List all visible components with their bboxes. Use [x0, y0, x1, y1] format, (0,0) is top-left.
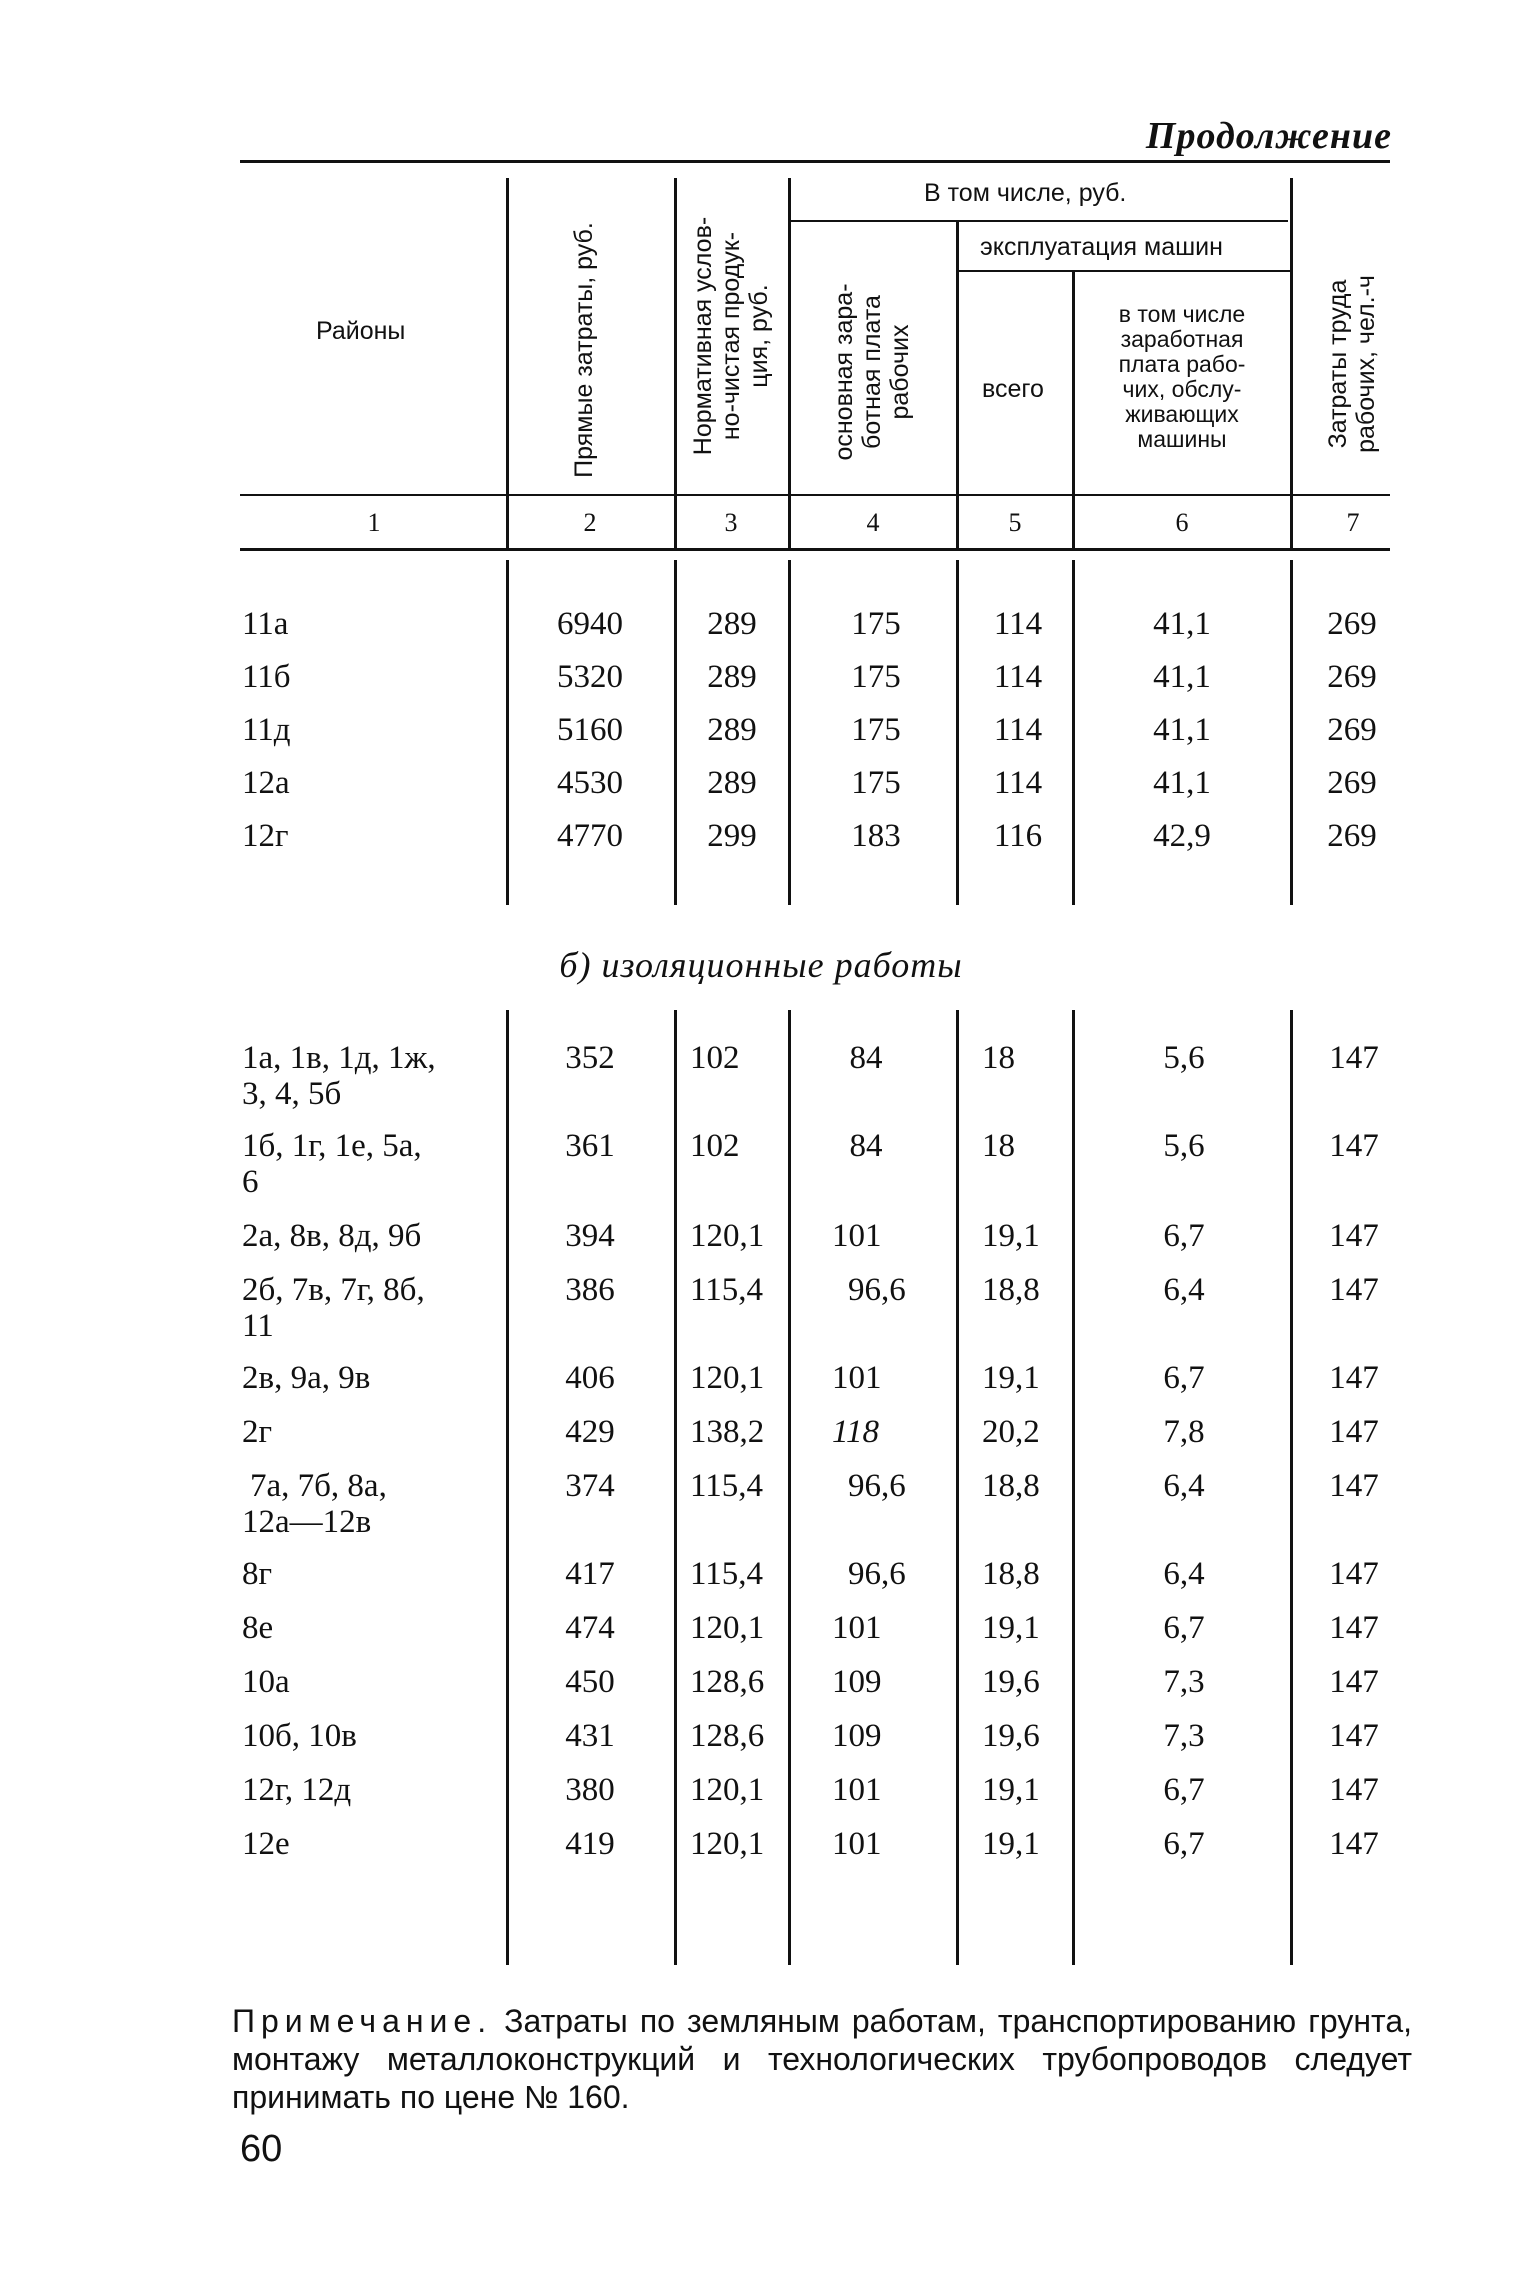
normative-cell: 120,1 — [690, 1610, 765, 1646]
body-b-vline-2 — [674, 1010, 677, 1965]
including-rule — [790, 220, 1288, 222]
base-wage-cell: 101 — [832, 1360, 882, 1396]
normative-cell: 115,4 — [690, 1272, 764, 1308]
base-wage-cell: 101 — [832, 1218, 882, 1254]
labor-cell: 147 — [1329, 1128, 1379, 1164]
body-b-vline-3 — [788, 1010, 791, 1965]
base-wage-cell: 84 — [849, 1040, 883, 1076]
col-number-2: 2 — [583, 508, 597, 537]
body-a-vline-1 — [506, 560, 509, 905]
normative-cell: 289 — [707, 712, 757, 748]
rayon-cell: 11б — [242, 659, 291, 695]
rayon-cell: 12г — [242, 818, 289, 854]
base-wage-cell: 175 — [851, 765, 901, 801]
header-bottom-rule — [240, 494, 1390, 496]
body-b-vline-6 — [1290, 1010, 1293, 1965]
rayon-cell: 2а, 8в, 8д, 9б — [242, 1218, 422, 1254]
machines-total-cell: 19,1 — [982, 1610, 1040, 1646]
body-a-vline-2 — [674, 560, 677, 905]
machines-wage-cell: 41,1 — [1153, 659, 1211, 695]
labor-cell: 147 — [1329, 1556, 1379, 1592]
machines-total-cell: 114 — [993, 606, 1043, 642]
normative-cell: 120,1 — [690, 1360, 765, 1396]
machines-total-cell: 19,1 — [982, 1772, 1040, 1808]
header-including: В том числе, руб. — [924, 179, 1127, 207]
header-vline-2 — [674, 178, 677, 550]
rayon-cell: 12е — [242, 1826, 290, 1862]
header-base-wage: основная зара- ботная плата рабочих — [830, 283, 914, 461]
table-top-rule — [240, 160, 1390, 163]
direct-cost-cell: 6940 — [557, 606, 623, 642]
base-wage-cell: 109 — [832, 1718, 882, 1754]
base-wage-cell: 101 — [832, 1826, 882, 1862]
machines-total-cell: 116 — [993, 818, 1043, 854]
base-wage-cell: 175 — [851, 606, 901, 642]
machines-total-cell: 18,8 — [982, 1556, 1040, 1592]
labor-cell: 147 — [1329, 1718, 1379, 1754]
body-b-vline-5 — [1072, 1010, 1075, 1965]
labor-cell: 269 — [1327, 765, 1377, 801]
base-wage-cell: 96,6 — [848, 1556, 906, 1592]
base-wage-cell: 109 — [832, 1664, 882, 1700]
base-wage-cell: 183 — [851, 818, 901, 854]
direct-cost-cell: 406 — [565, 1360, 615, 1396]
rayon-cell: 2г — [242, 1414, 273, 1450]
labor-cell: 147 — [1329, 1360, 1379, 1396]
machines-wage-cell: 6,7 — [1163, 1772, 1205, 1808]
machines-wage-cell: 42,9 — [1153, 818, 1211, 854]
header-direct-costs: Прямые затраты, руб. — [570, 222, 598, 478]
base-wage-cell: 96,6 — [848, 1468, 906, 1504]
machines-total-cell: 20,2 — [982, 1414, 1040, 1450]
normative-cell: 120,1 — [690, 1826, 765, 1862]
machines-total-cell: 19,6 — [982, 1718, 1040, 1754]
footnote-lead: Примечание. — [232, 2003, 493, 2039]
machines-wage-cell: 7,3 — [1163, 1664, 1205, 1700]
header-vline-4 — [956, 222, 959, 550]
machines-wage-cell: 6,4 — [1163, 1468, 1205, 1504]
machines-wage-cell: 6,4 — [1163, 1272, 1205, 1308]
rayon-cell: 1а, 1в, 1д, 1ж, 3, 4, 5б — [242, 1040, 436, 1112]
machines-total-cell: 19,1 — [982, 1218, 1040, 1254]
footnote-text: Затраты по земляным работам, транспортированию грунта, монтажу металлоконструкций и технологических трубопроводов следует принимать по цене № 160. — [232, 2003, 1413, 2115]
header-rayony: Районы — [316, 317, 406, 345]
normative-cell: 102 — [690, 1040, 740, 1076]
machines-wage-cell: 5,6 — [1163, 1128, 1205, 1164]
col-number-4: 4 — [866, 508, 880, 537]
header-vline-6 — [1290, 178, 1293, 550]
machines-wage-cell: 41,1 — [1153, 765, 1211, 801]
direct-cost-cell: 417 — [565, 1556, 615, 1592]
labor-cell: 147 — [1329, 1468, 1379, 1504]
machines-total-cell: 18,8 — [982, 1272, 1040, 1308]
machines-total-cell: 18 — [982, 1128, 1015, 1164]
machines-total-cell: 19,1 — [982, 1826, 1040, 1862]
machines-wage-cell: 7,3 — [1163, 1718, 1205, 1754]
machines-total-cell: 18 — [982, 1040, 1015, 1076]
rayon-cell: 8г — [242, 1556, 273, 1592]
direct-cost-cell: 361 — [565, 1128, 615, 1164]
normative-cell: 120,1 — [690, 1218, 765, 1254]
machines-wage-cell: 41,1 — [1153, 712, 1211, 748]
labor-cell: 147 — [1329, 1040, 1379, 1076]
direct-cost-cell: 4770 — [557, 818, 623, 854]
direct-cost-cell: 386 — [565, 1272, 615, 1308]
rayon-cell: 1б, 1г, 1е, 5а, 6 — [242, 1128, 422, 1200]
header-incl-wage: в том числе заработная плата рабо- чих, обслу- живающих машины — [1118, 301, 1246, 452]
rayon-cell: 7а, 7б, 8а, 12а—12в — [242, 1468, 387, 1540]
machines-wage-cell: 6,7 — [1163, 1360, 1205, 1396]
normative-cell: 289 — [707, 765, 757, 801]
rayon-cell: 2б, 7в, 7г, 8б, 11 — [242, 1272, 425, 1344]
header-vline-1 — [506, 178, 509, 550]
normative-cell: 138,2 — [690, 1414, 765, 1450]
base-wage-cell: 101 — [832, 1610, 882, 1646]
col-number-7: 7 — [1346, 508, 1360, 537]
machines-total-cell: 19,6 — [982, 1664, 1040, 1700]
base-wage-cell: 118 — [832, 1414, 880, 1450]
rayon-cell: 8е — [242, 1610, 274, 1646]
normative-cell: 128,6 — [690, 1718, 765, 1754]
labor-cell: 269 — [1327, 712, 1377, 748]
direct-cost-cell: 4530 — [557, 765, 623, 801]
base-wage-cell: 96,6 — [848, 1272, 906, 1308]
normative-cell: 289 — [707, 606, 757, 642]
machines-total-cell: 114 — [993, 712, 1043, 748]
labor-cell: 147 — [1329, 1218, 1379, 1254]
base-wage-cell: 175 — [851, 712, 901, 748]
col-number-3: 3 — [724, 508, 738, 537]
col-number-1: 1 — [367, 508, 381, 537]
direct-cost-cell: 450 — [565, 1664, 615, 1700]
rayon-cell: 11д — [242, 712, 291, 748]
direct-cost-cell: 5320 — [557, 659, 623, 695]
direct-cost-cell: 374 — [565, 1468, 615, 1504]
direct-cost-cell: 429 — [565, 1414, 615, 1450]
labor-cell: 269 — [1327, 659, 1377, 695]
rayon-cell: 10б, 10в — [242, 1718, 357, 1754]
body-a-vline-4 — [956, 560, 959, 905]
labor-cell: 147 — [1329, 1272, 1379, 1308]
direct-cost-cell: 474 — [565, 1610, 615, 1646]
labor-cell: 147 — [1329, 1772, 1379, 1808]
labor-cell: 147 — [1329, 1414, 1379, 1450]
header-vline-3 — [788, 178, 791, 550]
normative-cell: 289 — [707, 659, 757, 695]
col-numbers-bottom-rule — [240, 548, 1390, 551]
body-a-vline-5 — [1072, 560, 1075, 905]
machines-wage-cell: 6,7 — [1163, 1218, 1205, 1254]
direct-cost-cell: 419 — [565, 1826, 615, 1862]
body-b-vline-4 — [956, 1010, 959, 1965]
normative-cell: 115,4 — [690, 1468, 764, 1504]
machines-wage-cell: 5,6 — [1163, 1040, 1205, 1076]
machines-wage-cell: 7,8 — [1163, 1414, 1205, 1450]
labor-cell: 147 — [1329, 1610, 1379, 1646]
footnote — [232, 2002, 1412, 2116]
rayon-cell: 11а — [242, 606, 289, 642]
base-wage-cell: 84 — [849, 1128, 883, 1164]
labor-cell: 147 — [1329, 1664, 1379, 1700]
machines-rule — [958, 270, 1290, 272]
normative-cell: 120,1 — [690, 1772, 765, 1808]
machines-wage-cell: 6,7 — [1163, 1826, 1205, 1862]
section-b-title: б) изоляционные работы — [559, 945, 963, 985]
col-number-5: 5 — [1008, 508, 1022, 537]
normative-cell: 115,4 — [690, 1556, 764, 1592]
header-machines: эксплуатация машин — [980, 233, 1223, 261]
body-a-vline-6 — [1290, 560, 1293, 905]
base-wage-cell: 175 — [851, 659, 901, 695]
machines-total-cell: 114 — [993, 765, 1043, 801]
machines-total-cell: 18,8 — [982, 1468, 1040, 1504]
machines-wage-cell: 6,7 — [1163, 1610, 1205, 1646]
normative-cell: 128,6 — [690, 1664, 765, 1700]
rayon-cell: 12а — [242, 765, 290, 801]
machines-total-cell: 114 — [993, 659, 1043, 695]
direct-cost-cell: 352 — [565, 1040, 615, 1076]
header-vline-5 — [1072, 272, 1075, 550]
direct-cost-cell: 5160 — [557, 712, 623, 748]
header-labor: Затраты труда рабочих, чел.-ч — [1324, 275, 1380, 453]
machines-wage-cell: 6,4 — [1163, 1556, 1205, 1592]
page-number: 60 — [240, 2128, 283, 2170]
labor-cell: 269 — [1327, 818, 1377, 854]
base-wage-cell: 101 — [832, 1772, 882, 1808]
rayon-cell: 10а — [242, 1664, 290, 1700]
machines-total-cell: 19,1 — [982, 1360, 1040, 1396]
body-a-vline-3 — [788, 560, 791, 905]
header-total: всего — [982, 375, 1044, 403]
rayon-cell: 12г, 12д — [242, 1772, 352, 1808]
direct-cost-cell: 394 — [565, 1218, 615, 1254]
labor-cell: 269 — [1327, 606, 1377, 642]
direct-cost-cell: 380 — [565, 1772, 615, 1808]
col-number-6: 6 — [1175, 508, 1189, 537]
continuation-label: Продолжение — [1145, 115, 1392, 157]
body-b-vline-1 — [506, 1010, 509, 1965]
rayon-cell: 2в, 9а, 9в — [242, 1360, 371, 1396]
machines-wage-cell: 41,1 — [1153, 606, 1211, 642]
normative-cell: 299 — [707, 818, 757, 854]
header-normative: Нормативная услов- но-чистая продук- ция, руб. — [689, 216, 773, 456]
labor-cell: 147 — [1329, 1826, 1379, 1862]
normative-cell: 102 — [690, 1128, 740, 1164]
direct-cost-cell: 431 — [565, 1718, 615, 1754]
